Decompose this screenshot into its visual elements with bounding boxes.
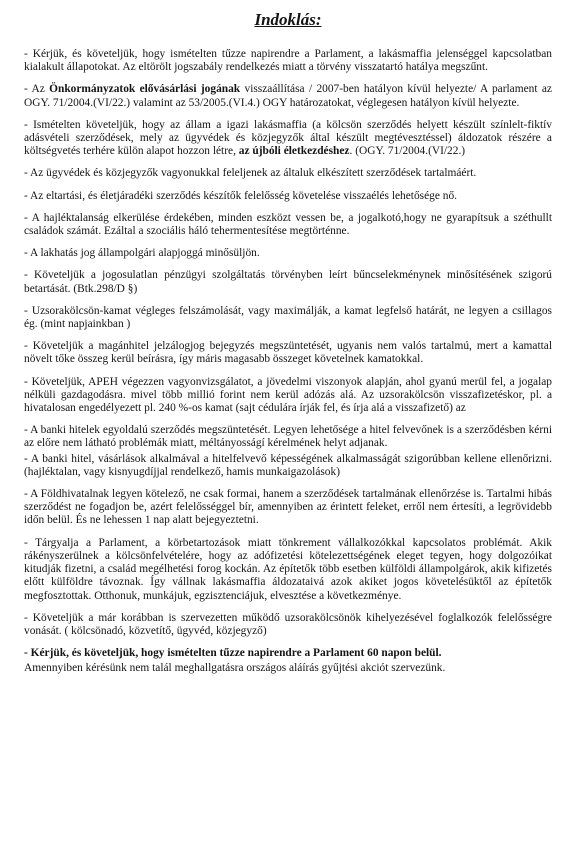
paragraph: - Követeljük a magánhitel jelzálogjog bejegyzés megszüntetését, ugyanis nem valós tartalmú, mert a kamattal növelt tőke összeg kerül beírásra, így máris magasabb összeget követelnek kamatokkal.	[24, 340, 552, 366]
paragraph: - A lakhatás jog állampolgári alapjoggá minősüljön.	[24, 247, 260, 260]
paragraph: - A Földhivatalnak legyen kötelező, ne csak formai, hanem a szerződések tartalmának ellenőrzése is. Tartalmi hibás szerződést ne fogadjon be, azért felelősséggel bír, amennyiben az érintett feleket, erről nem értesíti, a legrövidebb időn belül. És ne lehessen 1 nap alatt bejegyeztetni.	[24, 488, 552, 527]
paragraph: - Tárgyalja a Parlament, a körbetartozások miatt tönkrement vállalkozókkal kapcsolatos problémát. Akik rákényszerülnek a kölcsönfelvételére, hogy az adófizetési kötelezettségének eleget tegyen, hogy dolgozóikat kitudják fizetni, a család megélhetési forog kockán. Az építetők több esetben külföldi állampolgárok, akik kifizetés előtt külföldre távoznak. Így vállnak lakásmaffia áldozataivá azok akiket jogos követelésüktől az építetők megfosztottak. Otthonuk, munkájuk, egzisztenciájuk, elvesztése a következménye.	[24, 536, 552, 602]
paragraph-text: - Az	[24, 83, 50, 96]
paragraph-text: visszaállítása / 2007-ben hatályon kívül helyezte/ A parlament az OGY. 71/2004.(VI/22.) valamint az 53/2005.(VI.4.) OGY határozatokat, véglegesen hatályon kívül helyezte.	[24, 83, 552, 109]
paragraph	[24, 119, 552, 159]
paragraph	[24, 83, 552, 109]
paragraph: - Az ügyvédek és közjegyzők vagyonukkal feleljenek az általuk elkészített szerződések tartalmáért.	[24, 167, 477, 180]
paragraph: - Kérjük, és követeljük, hogy ismételten tűzze napirendre a Parlament 60 napon belül.	[24, 647, 442, 660]
paragraph-emphasis: Önkormányzatok elővásárlási jogának	[49, 83, 241, 96]
paragraph: Amennyiben kérésünk nem talál meghallgatásra országos aláírás gyűjtési akciót szervezünk.	[24, 662, 446, 675]
paragraph: - A banki hitelek egyoldalú szerződés megszüntetését. Legyen lehetősége a hitel felvevőnek is a szerződésben kérni az előre nem látható problémák miatt, méltányosságí kérelmének helyt adjanak.	[24, 424, 552, 450]
paragraph-list	[24, 48, 552, 676]
paragraph: - Uzsorakölcsön-kamat végleges felszámolását, vagy maximálják, a kamat legfelső határát, ne legyen a csillagos ég. (mint napjainkban )	[24, 304, 552, 331]
paragraph-text: - Ismételten követeljük, hogy az állam a igazi lakásmaffia (a kölcsön szerződés helyett készült színlelt-fiktív adásvételi szerződések, mely az ügyvédek és közjegyzők által készült megtévesztéssel) áldozatok részére a költségvetés terhére külön alapot hozzon létre,	[24, 118, 552, 158]
paragraph: - A hajléktalanság elkerülése érdekében, minden eszközt vessen be, a jogalkotó,hogy ne gyarapítsuk a széthullt családok számát. Ezáltal a szociális háló tehermentesítése megtörténne.	[24, 211, 552, 238]
page-title: Indoklás:	[254, 10, 322, 29]
paragraph: - A banki hitel, vásárlások alkalmával a hitelfelvevő képességének alkalmasságát szigorúbban kellene ellenőrizni. (hajléktalan, vagy kisnyugdíjjal rendelkező, hamis munkaigazolások)	[24, 452, 552, 478]
paragraph-emphasis: az újbóli életkezdéshez	[238, 145, 350, 158]
paragraph: - Kérjük, és követeljük, hogy ismételten tűzze napirendre a Parlament, a lakásmaffia jelenséggel kapcsolatban kialakult állapotokat. Az eltörölt jogszabály rendelkezés miatt a törvény visszatartó hatálya megszűnt.	[24, 48, 552, 74]
paragraph: - Követeljük a jogosulatlan pénzügyi szolgáltatás törvényben leírt bűncselekménynek minősítésének szigorú betartását. (Btk.298/D §)	[24, 269, 552, 295]
paragraph: - Az eltartási, és életjáradéki szerződés készítők felelősség követelése visszaélés lehetősége nő.	[24, 189, 457, 202]
paragraph-text: . (OGY. 71/2004.(VI/22.)	[349, 145, 466, 158]
paragraph: - Követeljük a már korábban is szervezetten működő uzsorakölcsönök kihelyezésével foglalkozók felelősségre vonását. ( kölcsönadó, közvetítő, ügyvéd, közjegyző)	[24, 611, 552, 637]
paragraph: - Követeljük, APEH végezzen vagyonvizsgálatot, a jövedelmi viszonyok alapján, ahol gyanú merül fel, a jogalap nélküli gazdagodásra. mivel több millió forint nem kerül adózás alá. Az uzsorakölcsön visszafizetéskor, pl. a hivatalosan engedélyezett pl. 240 %-os kamat (sajt cédulára írják fel, és írja alá a visszafizető) az	[24, 375, 552, 415]
